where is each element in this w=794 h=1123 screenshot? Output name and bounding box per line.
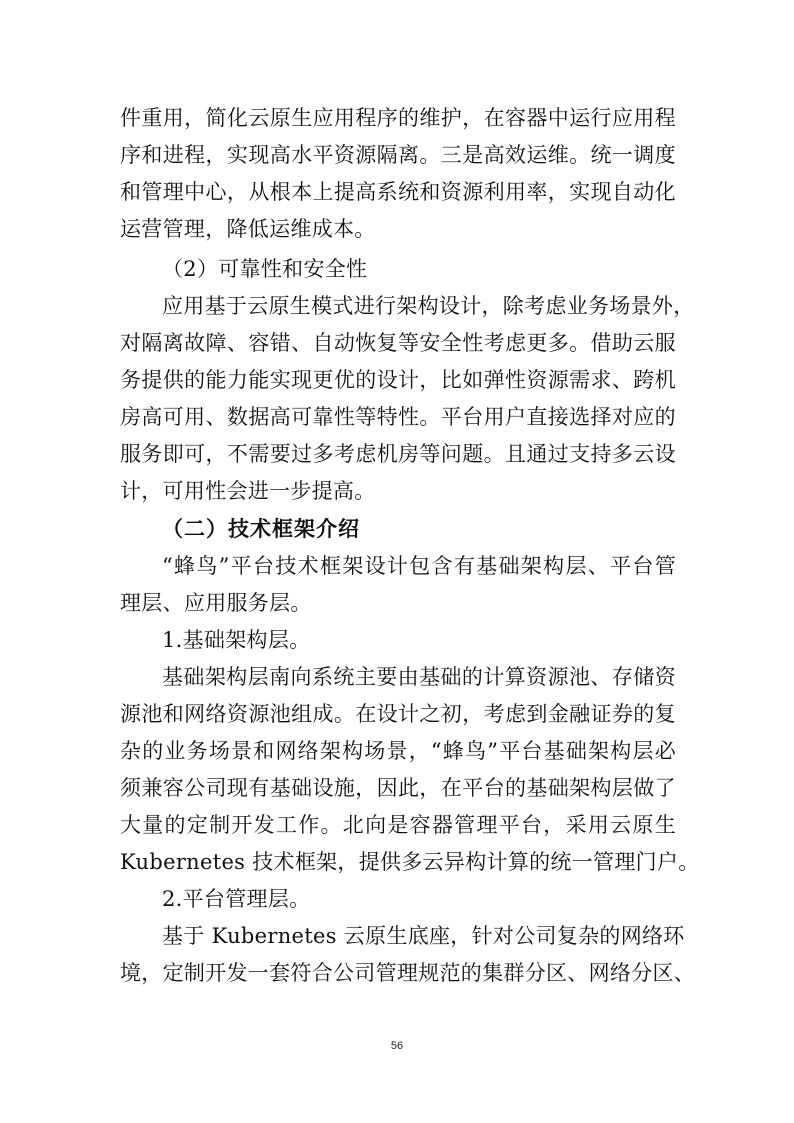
body-text-line: 应用基于云原生模式进行架构设计，除考虑业务场景外， xyxy=(162,294,695,318)
body-text-line: 序和进程，实现高水平资源隔离。三是高效运维。统一调度 xyxy=(120,143,676,167)
subsection-heading: （2）可靠性和安全性 xyxy=(162,257,368,281)
body-text-line: 运营管理，降低运维成本。 xyxy=(120,217,376,241)
body-text-line: 源池和网络资源池组成。在设计之初，考虑到金融证券的复 xyxy=(120,702,676,726)
page-number: 56 xyxy=(390,1040,404,1052)
body-text-line: 件重用，简化云原生应用程序的维护，在容器中运行应用程 xyxy=(120,106,676,130)
body-text-line: 须兼容公司现有基础设施，因此，在平台的基础架构层做了 xyxy=(120,776,676,800)
body-text-line: 境，定制开发一套符合公司管理规范的集群分区、网络分区、 xyxy=(120,961,696,985)
section-heading: （二）技术框架介绍 xyxy=(162,517,360,541)
body-text-line: 服务即可，不需要过多考虑机房等问题。且通过支持多云设 xyxy=(120,442,676,466)
body-text-line: 计，可用性会进一步提高。 xyxy=(120,479,376,503)
body-text-line: 房高可用、数据高可靠性等特性。平台用户直接选择对应的 xyxy=(120,405,676,429)
body-text-line: “蜂鸟”平台技术框架设计包含有基础架构层、平台管 xyxy=(162,554,676,578)
body-text-line: 和管理中心，从根本上提高系统和资源利用率，实现自动化 xyxy=(120,180,676,204)
subsection-heading: 1.基础架构层。 xyxy=(162,628,311,652)
subsection-heading: 2.平台管理层。 xyxy=(162,887,311,911)
body-text-line: 对隔离故障、容错、自动恢复等安全性考虑更多。借助云服 xyxy=(120,331,676,355)
body-text-line: 基于 Kubernetes 云原生底座，针对公司复杂的网络环 xyxy=(162,924,685,948)
body-text-line: 务提供的能力能实现更优的设计，比如弹性资源需求、跨机 xyxy=(120,368,676,392)
body-text-line: 理层、应用服务层。 xyxy=(120,591,312,615)
body-text-line: 基础架构层南向系统主要由基础的计算资源池、存储资 xyxy=(162,665,676,689)
body-text-line: Kubernetes 技术框架，提供多云异构计算的统一管理门户。 xyxy=(120,850,700,874)
body-text-line: 大量的定制开发工作。北向是容器管理平台，采用云原生 xyxy=(120,813,676,837)
body-text-line: 杂的业务场景和网络架构场景，“蜂鸟”平台基础架构层必 xyxy=(120,739,676,763)
